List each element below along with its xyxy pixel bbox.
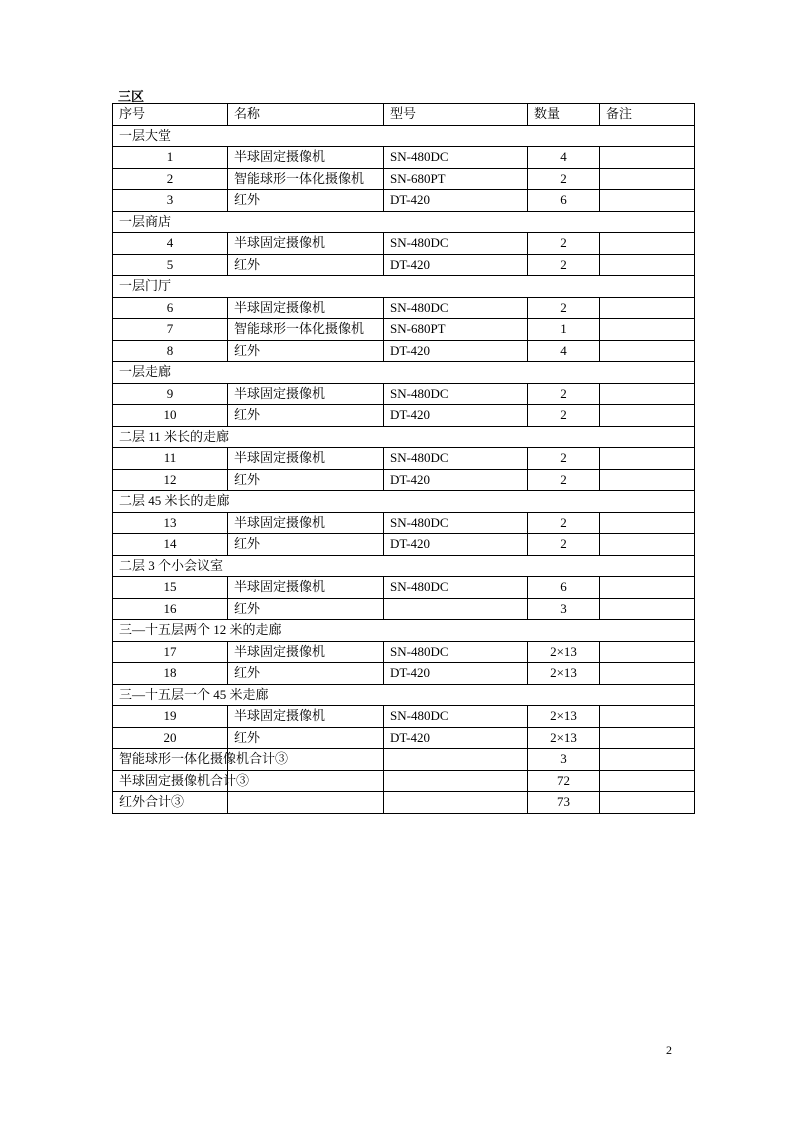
table-row [113, 190, 695, 212]
row-remark [600, 405, 695, 427]
table-row [113, 512, 695, 534]
row-qty: 2 [528, 233, 600, 255]
row-qty: 2 [528, 534, 600, 556]
row-qty: 6 [528, 190, 600, 212]
table-row [113, 534, 695, 556]
row-no: 11 [113, 448, 228, 470]
row-model: DT-420 [384, 254, 528, 276]
table-row [113, 448, 695, 470]
row-model: DT-420 [384, 469, 528, 491]
row-no: 14 [113, 534, 228, 556]
row-model: DT-420 [384, 190, 528, 212]
row-remark [600, 512, 695, 534]
row-name: 红外 [228, 534, 384, 556]
row-qty: 6 [528, 577, 600, 599]
row-model: SN-480DC [384, 383, 528, 405]
row-name: 半球固定摄像机 [228, 233, 384, 255]
total-label: 红外合计③ [113, 792, 228, 814]
total-label: 智能球形一体化摄像机合计③ [113, 749, 228, 771]
row-qty: 4 [528, 147, 600, 169]
row-no: 16 [113, 598, 228, 620]
row-no: 3 [113, 190, 228, 212]
row-qty: 2 [528, 448, 600, 470]
row-model: SN-480DC [384, 706, 528, 728]
row-name: 半球固定摄像机 [228, 577, 384, 599]
total-qty: 73 [528, 792, 600, 814]
row-no: 18 [113, 663, 228, 685]
row-model: DT-420 [384, 340, 528, 362]
total-qty: 3 [528, 749, 600, 771]
group-row [113, 426, 695, 448]
row-name: 半球固定摄像机 [228, 297, 384, 319]
group-name: 一层大堂 [113, 125, 695, 147]
total-remark [600, 770, 695, 792]
row-no: 19 [113, 706, 228, 728]
row-remark [600, 534, 695, 556]
total-empty-model [384, 770, 528, 792]
row-name: 半球固定摄像机 [228, 641, 384, 663]
row-no: 5 [113, 254, 228, 276]
row-model: SN-680PT [384, 168, 528, 190]
section-title: 三区 [118, 89, 145, 104]
group-name: 三—十五层两个 12 米的走廊 [113, 620, 695, 642]
header-row [113, 104, 695, 126]
row-remark [600, 727, 695, 749]
row-name: 半球固定摄像机 [228, 706, 384, 728]
row-qty: 2×13 [528, 727, 600, 749]
total-empty-model [384, 792, 528, 814]
equipment-table [112, 103, 695, 814]
row-remark [600, 254, 695, 276]
row-qty: 4 [528, 340, 600, 362]
row-remark [600, 641, 695, 663]
group-row [113, 620, 695, 642]
header-cell-model: 型号 [384, 104, 528, 126]
row-model: DT-420 [384, 727, 528, 749]
group-name: 二层 11 米长的走廊 [113, 426, 695, 448]
row-name: 红外 [228, 469, 384, 491]
row-no: 2 [113, 168, 228, 190]
row-model: DT-420 [384, 534, 528, 556]
header-cell-name: 名称 [228, 104, 384, 126]
row-name: 半球固定摄像机 [228, 147, 384, 169]
table-row [113, 706, 695, 728]
row-remark [600, 663, 695, 685]
row-remark [600, 340, 695, 362]
row-model: SN-480DC [384, 512, 528, 534]
table-row [113, 297, 695, 319]
row-no: 17 [113, 641, 228, 663]
table-row [113, 168, 695, 190]
row-model: SN-480DC [384, 448, 528, 470]
row-model: SN-680PT [384, 319, 528, 341]
row-remark [600, 147, 695, 169]
row-remark [600, 448, 695, 470]
total-empty-model [384, 749, 528, 771]
row-qty: 2 [528, 168, 600, 190]
row-qty: 1 [528, 319, 600, 341]
row-qty: 2 [528, 383, 600, 405]
row-no: 12 [113, 469, 228, 491]
group-row [113, 684, 695, 706]
table-row [113, 254, 695, 276]
row-qty: 2 [528, 254, 600, 276]
row-no: 6 [113, 297, 228, 319]
total-qty: 72 [528, 770, 600, 792]
row-qty: 2 [528, 297, 600, 319]
header-cell-qty: 数量 [528, 104, 600, 126]
table-row [113, 598, 695, 620]
table-row [113, 147, 695, 169]
header-cell-no: 序号 [113, 104, 228, 126]
table-row [113, 405, 695, 427]
total-remark [600, 749, 695, 771]
group-name: 三—十五层一个 45 米走廊 [113, 684, 695, 706]
row-name: 红外 [228, 254, 384, 276]
table-row [113, 727, 695, 749]
row-name: 半球固定摄像机 [228, 383, 384, 405]
row-qty: 2 [528, 512, 600, 534]
row-no: 10 [113, 405, 228, 427]
group-name: 一层商店 [113, 211, 695, 233]
row-qty: 2 [528, 405, 600, 427]
row-remark [600, 383, 695, 405]
row-name: 半球固定摄像机 [228, 512, 384, 534]
row-name: 红外 [228, 190, 384, 212]
group-row [113, 362, 695, 384]
row-name: 红外 [228, 405, 384, 427]
row-model: DT-420 [384, 663, 528, 685]
group-row [113, 491, 695, 513]
row-name: 智能球形一体化摄像机 [228, 319, 384, 341]
header-cell-remark: 备注 [600, 104, 695, 126]
row-qty: 2×13 [528, 663, 600, 685]
page-number: 2 [666, 1043, 672, 1057]
row-remark [600, 577, 695, 599]
table-row [113, 469, 695, 491]
table-row [113, 383, 695, 405]
row-name: 智能球形一体化摄像机 [228, 168, 384, 190]
row-model: SN-480DC [384, 233, 528, 255]
row-no: 15 [113, 577, 228, 599]
row-qty: 2 [528, 469, 600, 491]
total-empty-name [228, 770, 384, 792]
row-no: 13 [113, 512, 228, 534]
group-row [113, 555, 695, 577]
row-no: 9 [113, 383, 228, 405]
group-name: 二层 3 个小会议室 [113, 555, 695, 577]
group-name: 二层 45 米长的走廊 [113, 491, 695, 513]
row-remark [600, 297, 695, 319]
row-model: SN-480DC [384, 577, 528, 599]
row-qty: 2×13 [528, 706, 600, 728]
row-remark [600, 168, 695, 190]
row-model: DT-420 [384, 405, 528, 427]
total-label: 半球固定摄像机合计③ [113, 770, 228, 792]
row-model: SN-480DC [384, 297, 528, 319]
row-name: 红外 [228, 727, 384, 749]
row-qty: 3 [528, 598, 600, 620]
table-row [113, 233, 695, 255]
total-row [113, 749, 695, 771]
row-qty: 2×13 [528, 641, 600, 663]
group-row [113, 276, 695, 298]
table-row [113, 577, 695, 599]
row-model: SN-480DC [384, 641, 528, 663]
group-row [113, 211, 695, 233]
row-remark [600, 319, 695, 341]
row-remark [600, 469, 695, 491]
total-row [113, 792, 695, 814]
row-name: 红外 [228, 598, 384, 620]
row-no: 20 [113, 727, 228, 749]
row-remark [600, 233, 695, 255]
row-no: 1 [113, 147, 228, 169]
row-remark [600, 190, 695, 212]
row-model [384, 598, 528, 620]
row-no: 4 [113, 233, 228, 255]
row-name: 红外 [228, 663, 384, 685]
total-empty-name [228, 792, 384, 814]
row-remark [600, 706, 695, 728]
table-row [113, 319, 695, 341]
row-remark [600, 598, 695, 620]
table-row [113, 641, 695, 663]
row-name: 红外 [228, 340, 384, 362]
group-name: 一层走廊 [113, 362, 695, 384]
table-row [113, 663, 695, 685]
group-row [113, 125, 695, 147]
total-row [113, 770, 695, 792]
row-model: SN-480DC [384, 147, 528, 169]
group-name: 一层门厅 [113, 276, 695, 298]
row-name: 半球固定摄像机 [228, 448, 384, 470]
total-remark [600, 792, 695, 814]
table-row [113, 340, 695, 362]
row-no: 8 [113, 340, 228, 362]
row-no: 7 [113, 319, 228, 341]
